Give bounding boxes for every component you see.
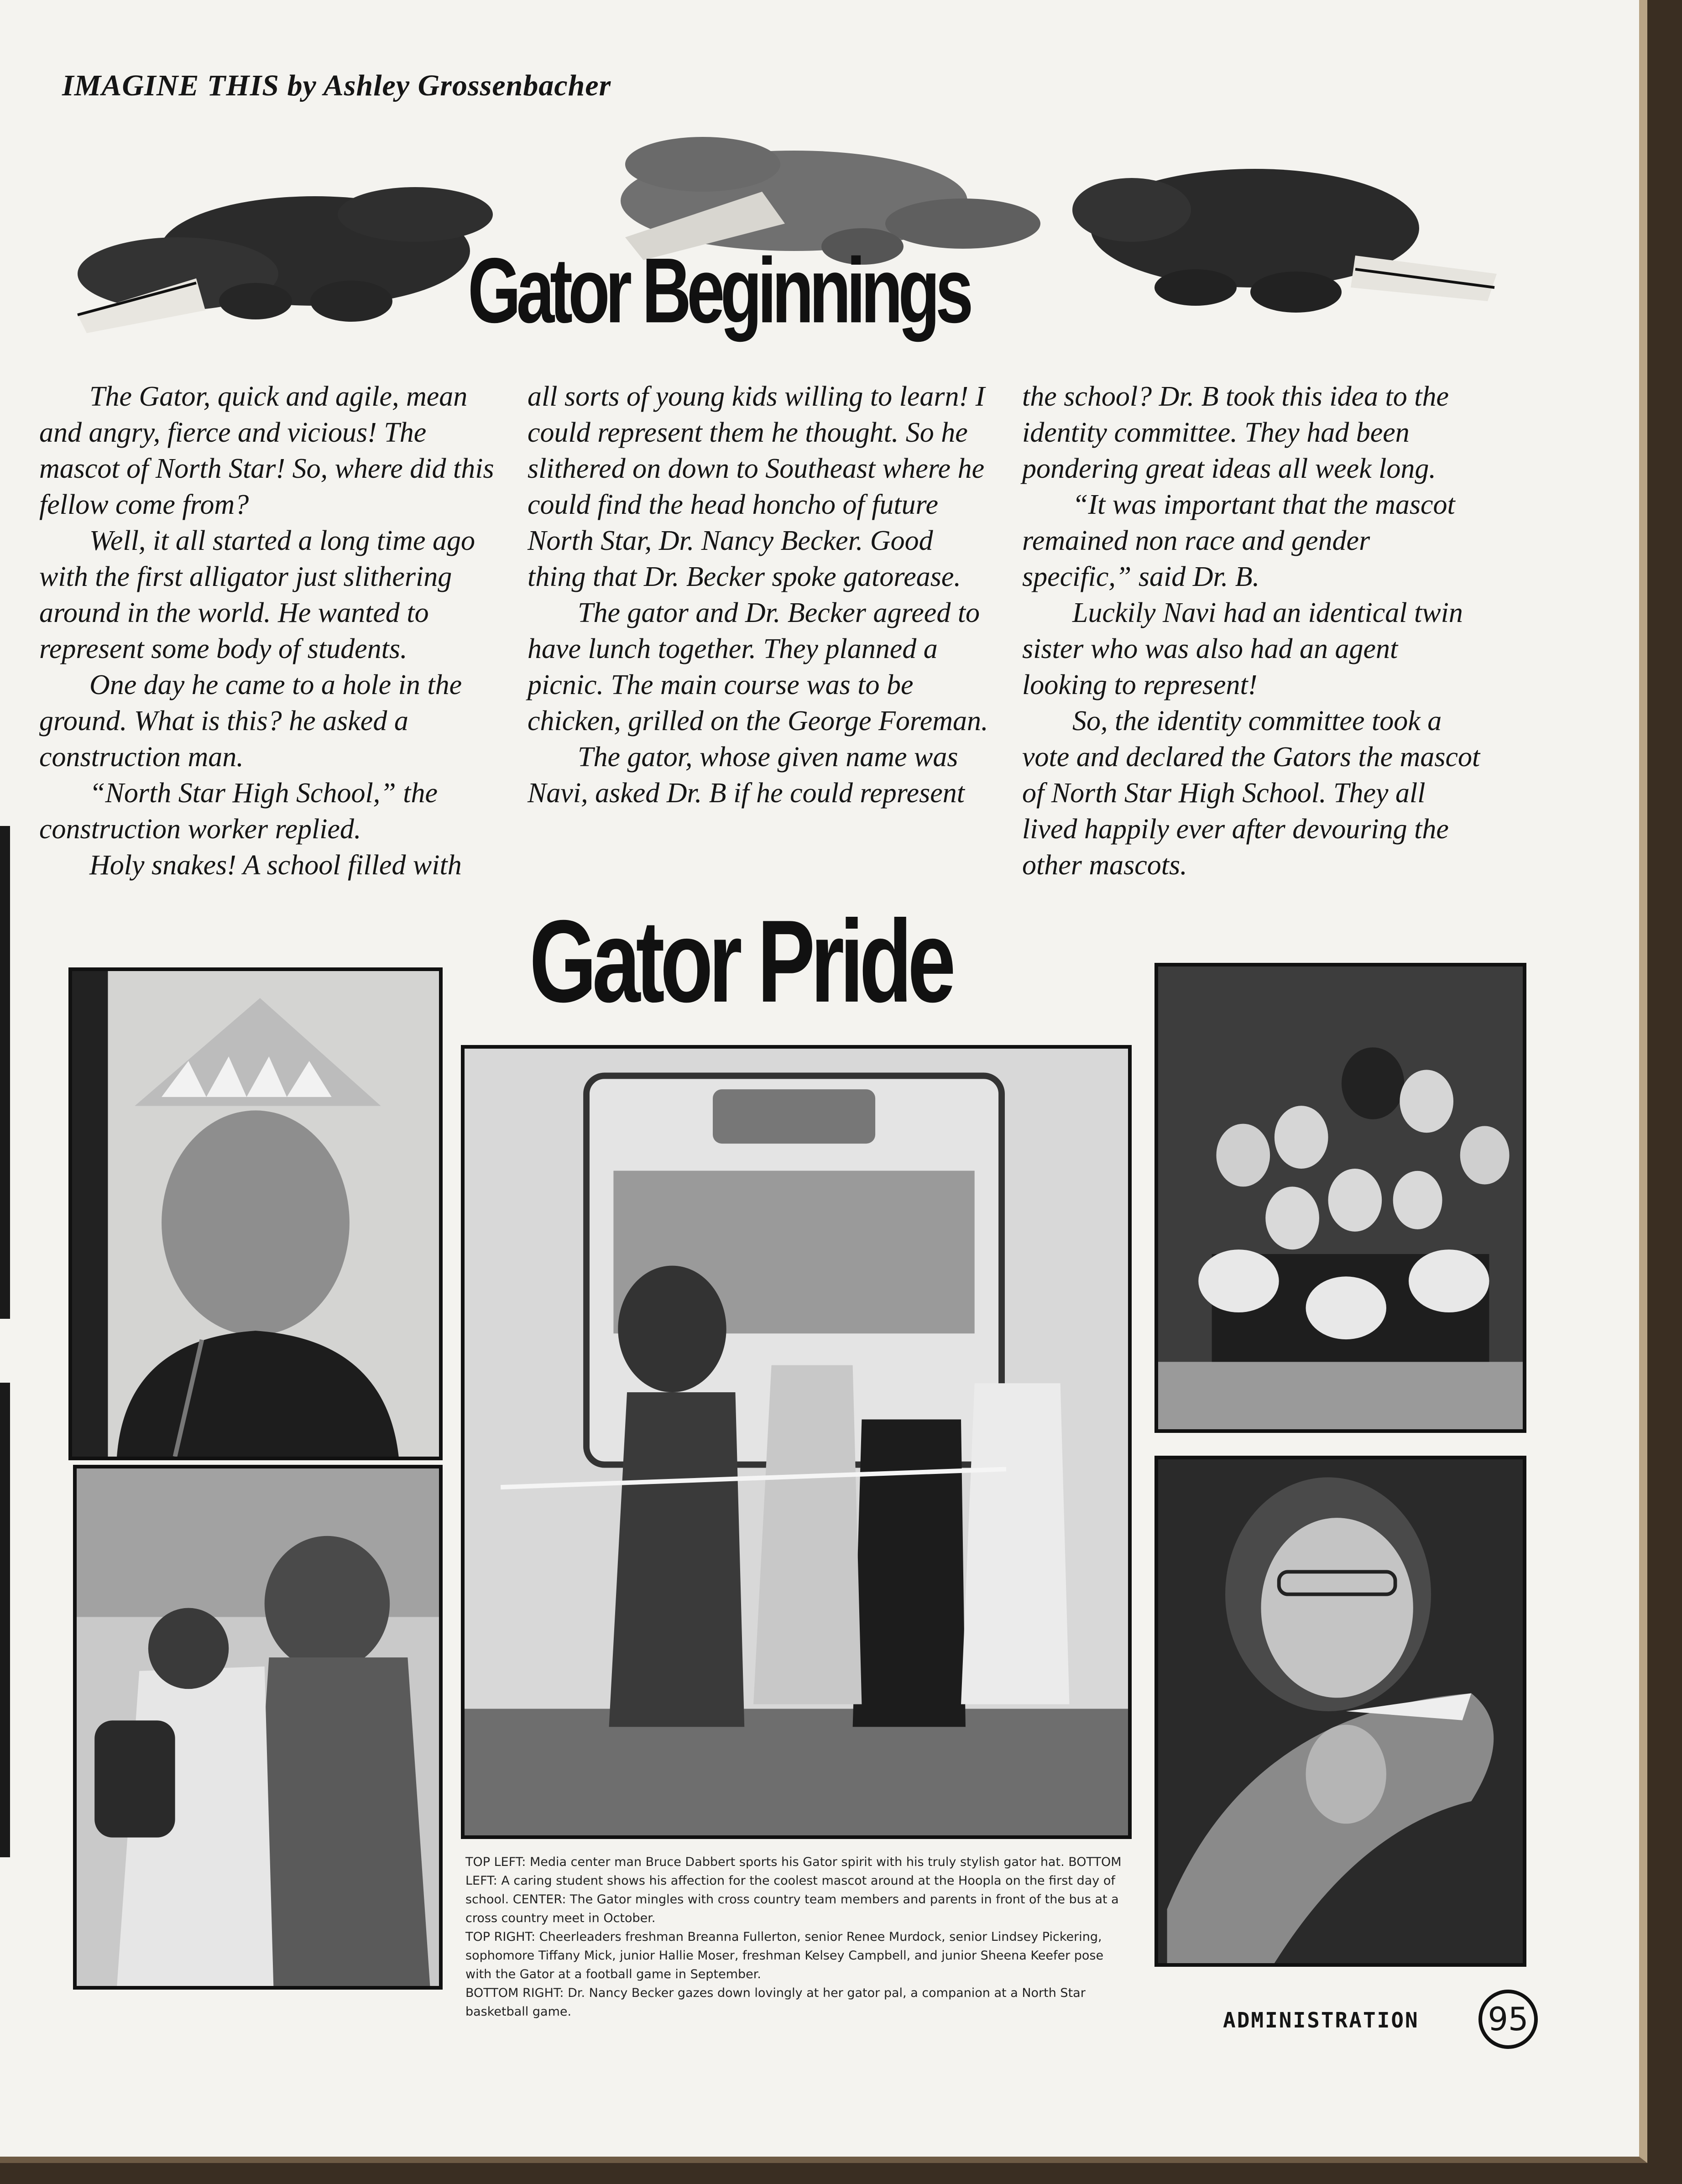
photo-student-hugging-mascot [73,1465,443,1990]
photo-caption [465,1853,1132,2021]
paragraph: The gator, whose given name was Navi, asked Dr. B if he could represent [528,742,965,809]
headline-gator-beginnings: Gator Beginnings [468,238,969,342]
article-column-1 [39,379,500,883]
paragraph: Luckily Navi had an identical twin sister who was also had an agent looking to represent! [1022,597,1463,700]
paragraph: “It was important that the mascot remained non race and gender specific,” said Dr. B. [1022,489,1455,592]
binding-edge-mark [0,826,10,1319]
paragraph: The Gator, quick and agile, mean and angry, fierce and vicious! The mascot of North Star! So, where did this fellow come from? [39,381,494,520]
photo-dr-becker-with-gator [1154,1456,1526,1967]
plush-gator-right-image [1059,137,1515,333]
photo-man-in-gator-hat [68,967,443,1460]
photo-mascot-with-cross-country-team [461,1045,1132,1839]
photo-cheerleaders-with-mascot [1154,963,1526,1433]
caption-paragraph: TOP LEFT: Media center man Bruce Dabbert sports his Gator spirit with his truly stylish gator hat. BOTTOM LEFT: A caring student shows his affection for the coolest mascot around at the Hoopla on the first day of school. CENTER: The Gator mingles with cross country team members and parents in front of the bus at a cross country meet in October. [465,1855,1122,1925]
article-column-3 [1022,379,1483,883]
binding-edge-mark [0,1383,10,1857]
article-column-2 [528,379,988,811]
paragraph: Well, it all started a long time ago with the first alligator just slithering around in the world. He wanted to represent some body of students. [39,525,475,664]
caption-paragraph: TOP RIGHT: Cheerleaders freshman Breanna Fullerton, senior Renee Murdock, senior Lindsey Pickering, sophomore Tiffany Mick, junior Hallie Moser, freshman Kelsey Campbell, and junior Sheena Keefer pose with the Gator at a football game in September. [465,1930,1104,1981]
paragraph: One day he came to a hole in the ground. What is this? he asked a construction man. [39,669,462,773]
caption-paragraph: BOTTOM RIGHT: Dr. Nancy Becker gazes down lovingly at her gator pal, a companion at a North Star basketball game. [465,1986,1086,2019]
plush-gator-left-image [59,164,507,342]
paragraph: Holy snakes! A school filled with [89,850,462,881]
section-label: ADMINISTRATION [1223,2008,1419,2032]
page-number: 95 [1478,1990,1538,2049]
headline-gator-pride: Gator Pride [529,896,951,1027]
paragraph: The gator and Dr. Becker agreed to have lunch together. They planned a picnic. The main course was to be chicken, grilled on the George Foreman. [528,597,988,737]
paragraph: “North Star High School,” the construction worker replied. [39,778,438,845]
paragraph: all sorts of young kids willing to learn! I could represent them he thought. So he slithered on down to Southeast where he could find the head honcho of future North Star, Dr. Nancy Becker. Good thing that Dr. Becker spoke gatorease. [528,381,985,592]
byline: IMAGINE THIS by Ashley Grossenbacher [62,69,611,102]
paragraph: So, the identity committee took a vote and declared the Gators the mascot of North Star High School. They all lived happily ever after devouring the other mascots. [1022,705,1480,881]
paragraph: the school? Dr. B took this idea to the identity committee. They had been pondering great ideas all week long. [1022,381,1449,484]
